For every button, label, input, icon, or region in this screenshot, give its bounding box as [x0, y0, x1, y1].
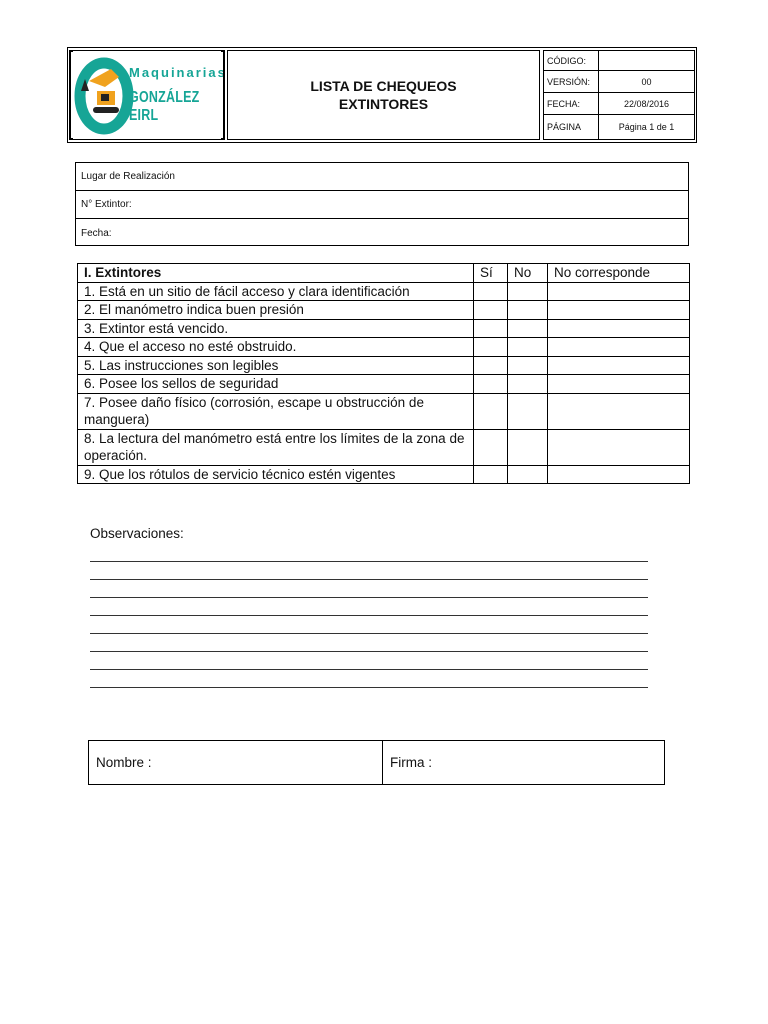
table-header-row	[78, 264, 690, 283]
si-cell[interactable]	[474, 301, 508, 320]
meta-row-fecha	[544, 93, 694, 115]
document-meta	[543, 50, 695, 140]
signature-box	[88, 740, 665, 785]
no-corresponde-cell[interactable]	[548, 356, 690, 375]
table-row	[78, 282, 690, 301]
meta-value	[599, 51, 694, 70]
si-cell[interactable]	[474, 356, 508, 375]
table-row	[78, 338, 690, 357]
meta-label: FECHA:	[544, 93, 599, 114]
observation-line[interactable]	[90, 597, 648, 598]
checklist-item: 6. Posee los sellos de seguridad	[78, 375, 474, 394]
table-row	[78, 429, 690, 465]
no-cell[interactable]	[508, 375, 548, 394]
table-row	[78, 356, 690, 375]
no-corresponde-cell[interactable]	[548, 429, 690, 465]
column-header-no-corresponde: No corresponde	[548, 264, 690, 283]
no-cell[interactable]	[508, 465, 548, 484]
si-cell[interactable]	[474, 465, 508, 484]
no-cell[interactable]	[508, 356, 548, 375]
checklist-item: 3. Extintor está vencido.	[78, 319, 474, 338]
lugar-label: Lugar de Realización	[81, 171, 175, 182]
meta-value: 22/08/2016	[623, 98, 670, 109]
no-corresponde-cell[interactable]	[548, 282, 690, 301]
extintor-number-label: N° Extintor:	[81, 199, 132, 210]
checklist-item: 7. Posee daño físico (corrosión, escape u obstrucción de manguera)	[78, 393, 474, 429]
section-title: I. Extintores	[78, 264, 474, 283]
checklist-item: 8. La lectura del manómetro está entre los límites de la zona de operación.	[78, 429, 474, 465]
observation-line[interactable]	[90, 579, 648, 580]
column-header-si: Sí	[474, 264, 508, 283]
no-corresponde-cell[interactable]	[548, 319, 690, 338]
no-corresponde-cell[interactable]	[548, 338, 690, 357]
table-row	[78, 319, 690, 338]
logo-brand-line1: Maquinarias	[129, 65, 227, 80]
si-cell[interactable]	[474, 338, 508, 357]
observation-line[interactable]	[90, 687, 648, 688]
checklist-item: 9. Que los rótulos de servicio técnico estén vigentes	[78, 465, 474, 484]
checklist-item: 4. Que el acceso no esté obstruido.	[78, 338, 474, 357]
title-line-1: LISTA DE CHEQUEOS	[310, 78, 457, 94]
no-cell[interactable]	[508, 429, 548, 465]
observation-line[interactable]	[90, 615, 648, 616]
meta-row-pagina	[544, 115, 694, 139]
meta-value: Página 1 de 1	[618, 122, 675, 132]
checklist-item: 5. Las instrucciones son legibles	[78, 356, 474, 375]
extintor-number-field[interactable]	[76, 191, 688, 219]
observation-line[interactable]	[90, 561, 648, 562]
observation-line[interactable]	[90, 669, 648, 670]
si-cell[interactable]	[474, 319, 508, 338]
document-header	[67, 47, 697, 143]
meta-label: CÓDIGO:	[544, 51, 599, 70]
no-cell[interactable]	[508, 301, 548, 320]
firma-label: Firma :	[390, 755, 432, 770]
checklist-item: 1. Está en un sitio de fácil acceso y clara identificación	[78, 282, 474, 301]
observation-line[interactable]	[90, 633, 648, 634]
nombre-field[interactable]	[89, 741, 383, 784]
table-row	[78, 375, 690, 394]
meta-row-codigo	[544, 51, 694, 71]
company-logo	[70, 50, 227, 140]
si-cell[interactable]	[474, 282, 508, 301]
table-row	[78, 301, 690, 320]
checklist-item: 2. El manómetro indica buen presión	[78, 301, 474, 320]
no-corresponde-cell[interactable]	[548, 465, 690, 484]
nombre-label: Nombre :	[96, 755, 152, 770]
no-corresponde-cell[interactable]	[548, 301, 690, 320]
meta-label: VERSIÓN:	[544, 71, 599, 92]
no-cell[interactable]	[508, 282, 548, 301]
table-row	[78, 465, 690, 484]
meta-label: PÁGINA	[544, 115, 599, 139]
meta-row-version	[544, 71, 694, 93]
si-cell[interactable]	[474, 429, 508, 465]
table-row	[78, 393, 690, 429]
firma-field[interactable]	[383, 741, 664, 784]
meta-value: 00	[641, 76, 652, 87]
title-line-2: EXTINTORES	[338, 96, 429, 112]
no-corresponde-cell[interactable]	[548, 375, 690, 394]
no-cell[interactable]	[508, 393, 548, 429]
observation-line[interactable]	[90, 651, 648, 652]
no-cell[interactable]	[508, 338, 548, 357]
logo-brand-line2: GONZÁLEZ EIRL	[129, 89, 200, 124]
document-title	[227, 50, 540, 140]
fecha-label: Fecha:	[81, 227, 112, 239]
fecha-field[interactable]	[76, 219, 688, 247]
lugar-field[interactable]	[76, 163, 688, 191]
no-cell[interactable]	[508, 319, 548, 338]
extintores-checklist-table	[77, 263, 690, 484]
inspection-info-box	[75, 162, 689, 246]
no-corresponde-cell[interactable]	[548, 393, 690, 429]
column-header-no: No	[508, 264, 548, 283]
observaciones-label: Observaciones:	[90, 526, 184, 541]
si-cell[interactable]	[474, 393, 508, 429]
si-cell[interactable]	[474, 375, 508, 394]
